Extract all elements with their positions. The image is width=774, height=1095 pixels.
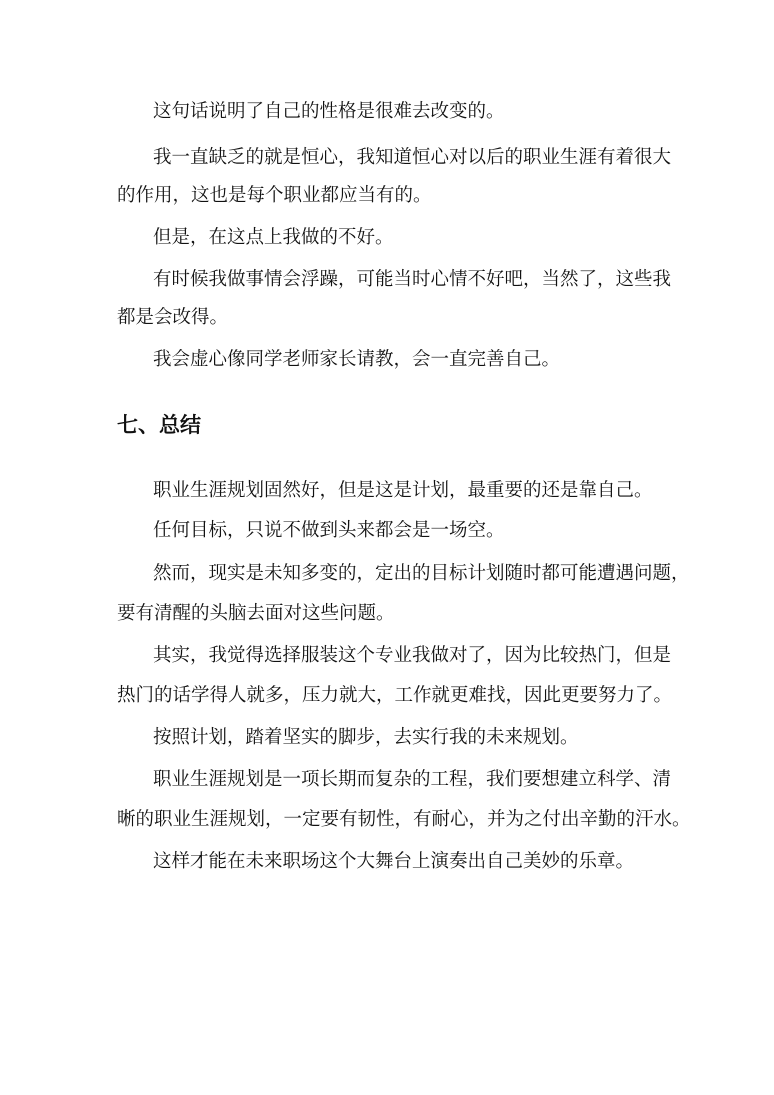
paragraph-line: 我会虚心像同学老师家长请教，会一直完善自己。 <box>153 349 561 370</box>
paragraph-line: 热门的话学得人就多，压力就大，工作就更难找，因此更要努力了。 <box>117 685 673 706</box>
paragraph-line: 的作用，这也是每个职业都应当有的。 <box>117 185 432 206</box>
paragraph-line: 有时候我做事情会浮躁，可能当时心情不好吧，当然了，这些我 <box>153 269 672 290</box>
paragraph-line: 我一直缺乏的就是恒心，我知道恒心对以后的职业生涯有着很大 <box>153 147 672 168</box>
paragraph-line: 职业生涯规划固然好，但是这是计划，最重要的还是靠自己。 <box>153 480 653 501</box>
paragraph-line: 要有清醒的头脑去面对这些问题。 <box>117 603 395 624</box>
paragraph-line: 但是，在这点上我做的不好。 <box>153 227 394 248</box>
paragraph-line: 职业生涯规划是一项长期而复杂的工程，我们要想建立科学、清 <box>153 769 672 790</box>
paragraph-line: 都是会改得。 <box>117 307 229 328</box>
paragraph-line: 晰的职业生涯规划，一定要有韧性，有耐心，并为之付出辛勤的汗水。 <box>117 809 691 830</box>
paragraph-line: 这样才能在未来职场这个大舞台上演奏出自己美妙的乐章。 <box>153 851 635 872</box>
paragraph-line: 然而，现实是未知多变的，定出的目标计划随时都可能遭遇问题， <box>153 563 690 584</box>
paragraph-line: 任何目标，只说不做到头来都会是一场空。 <box>153 520 505 541</box>
section-heading: 七、总结 <box>117 413 201 437</box>
paragraph-line: 按照计划，踏着坚实的脚步，去实行我的未来规划。 <box>153 727 579 748</box>
paragraph-line: 其实，我觉得选择服装这个专业我做对了，因为比较热门，但是 <box>153 645 672 666</box>
paragraph-line: 这句话说明了自己的性格是很难去改变的。 <box>153 101 505 122</box>
